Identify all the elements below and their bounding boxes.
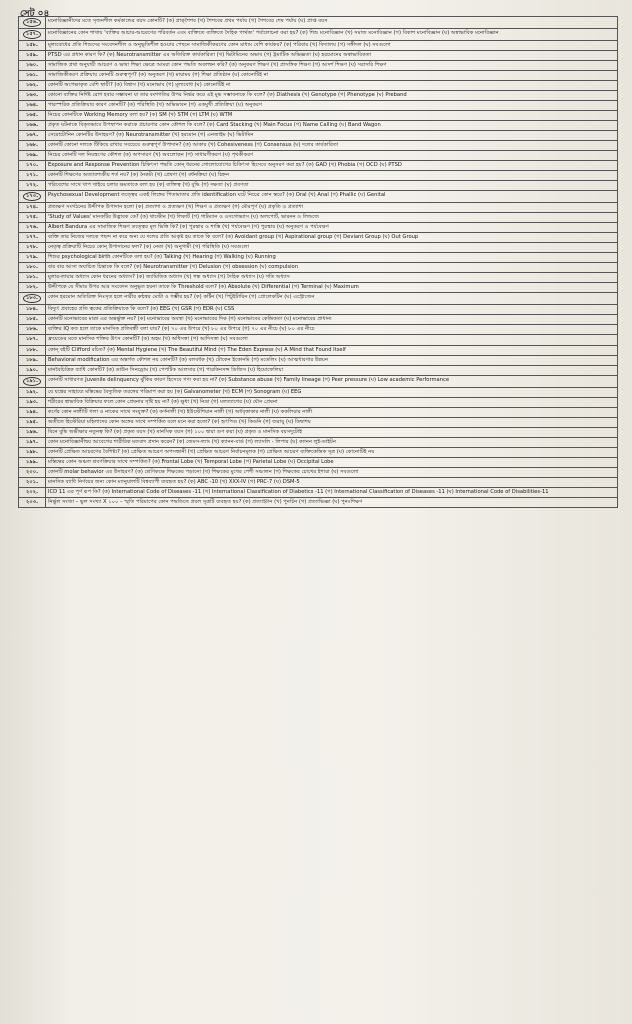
question-row <box>19 437 618 447</box>
question-text: কোনটি কোনো দলকে টিকিয়ে রাখার সবচেয়ে গুরুত্বপূর্ণ উপাদান? (ক) আকার (খ) Cohesiveness (গ) Consensus (ঘ) দলের কার্যকারিতা <box>46 141 618 151</box>
question-number-text: ১৯০. <box>25 366 39 373</box>
question-row <box>19 273 618 283</box>
question-text: মানসিক ব্যাধি নির্ণয়ের জন্য কোন ম্যানুয়ালটি বিশ্বব্যাপী ব্যবহৃত হয়? (ক) ABC -10 (খ) XXX-IV (গ) PRC-7 (ঘ) DSM-5 <box>46 477 618 487</box>
question-number-text: ১৯২. <box>25 388 39 395</box>
question-text: Exposure and Response Prevention চিকিৎসা পদ্ধতি কোন্ ধরনের গোলোযোগের চিকিৎসা হিসেবে অনুসরণ করা হয়? (ক) GAD (খ) Phobia (গ) OCD (ঘ) PTSD <box>46 161 618 171</box>
question-number <box>19 171 46 181</box>
question-row <box>19 497 618 507</box>
question-number <box>19 29 46 41</box>
circled-number-mark: ১৫৬. <box>23 18 41 27</box>
circled-number-mark: ১৯১. <box>23 377 41 386</box>
question-number <box>19 141 46 151</box>
question-number <box>19 61 46 71</box>
question-number-text: ১৮৮. <box>25 346 39 353</box>
question-number-text: ১৭৫. <box>25 214 39 221</box>
question-number <box>19 121 46 131</box>
question-row <box>19 121 618 131</box>
question-number <box>19 387 46 397</box>
question-number <box>19 325 46 335</box>
question-number <box>19 293 46 305</box>
question-row <box>19 417 618 427</box>
question-text: নেতৃত্ব প্রক্রিয়াটি নিচের কোন্ উপাদানের ফল? (ক) নেতা (খ) অনুগামী (গ) পরিস্থিতি (ঘ) সবগুলো <box>46 243 618 253</box>
question-text: Psychosexual Development তত্ত্বের একই লিঙ্গের পিতামাতার প্রতি identification ঘটে নিচের কোন স্তরে? (ক) Oral (খ) Anal (গ) Phallic (ঘ) Genital <box>46 191 618 203</box>
question-row <box>19 29 618 41</box>
question-text: 'Study of Values' মানকটির উদ্ভাবক কে? (ক) থার্স্টোন (খ) লিকার্ট (গ) গাটম্যান ও ওসগোভ্যাস (ঘ) অলপোর্ট, ভারনন ও লিন্ডজে <box>46 213 618 223</box>
question-number-text: ১৯৬. <box>25 428 39 435</box>
question-number-text: ১৬৫. <box>25 112 39 119</box>
question-number-text: ১৬২. <box>25 82 39 89</box>
question-row <box>19 375 618 387</box>
question-number <box>19 91 46 101</box>
question-number <box>19 81 46 91</box>
question-table <box>18 16 618 508</box>
question-row <box>19 263 618 273</box>
question-row <box>19 111 618 121</box>
question-text: কোন মনোবিজ্ঞানীদ্বয় আবেগের শারীরিক মতবাদ প্রদান করেন? (ক) জেমস-ল্যাং (খ) ক্যানন-বার্ড (গ) ল্যাসলি - লিপার (ঘ) ক্যানন লুই-ডাইটন <box>46 437 618 447</box>
question-row <box>19 233 618 243</box>
question-number-text: ১৮৫. <box>25 316 39 323</box>
question-number <box>19 487 46 497</box>
question-row <box>19 293 618 305</box>
question-text: কোন হরমোন অতিরিক্ত নিঃসৃত হলে নারীর কন্ঠস্বর মোটা ও গম্ভীর হয়? (ক) কর্টিন (খ) পিটুইটারিন (গ) প্রোলেকটিন (ঘ) এস্ট্রোজেন <box>46 293 618 305</box>
question-number <box>19 467 46 477</box>
circled-number-mark: ১৭৩. <box>23 192 41 201</box>
question-text: ব্যক্তি তার নিজের দলকে পছন্দ না করে অন্য যে দলের প্রতি আকৃষ্ট হয় তাকে কি বলে? (ক) Avoidant group (খ) Aspirational group (গ) Deviant Group (ঘ) Out Group <box>46 233 618 243</box>
question-number-text: ১৮০. <box>25 264 39 271</box>
question-number-text: ২০১. <box>25 478 39 485</box>
question-number-text: ১৮৪. <box>25 306 39 313</box>
question-text: মুলার-লায়ার অধ্যাস কোন ধরনের অধ্যাস? (ক) জ্যামিতিক অধ্যাস (খ) গন্ধ অধ্যাস (গ) দৈহিক অধ্যাস (ঘ) গতি অধ্যাস <box>46 273 618 283</box>
question-text: কোনটি অপেক্ষাকৃত বেশি স্থায়ী? (ক) বিশ্বাস (খ) মনোভাব (গ) মূল্যবোধ (ঘ) কোনোটিই না <box>46 81 618 91</box>
question-row <box>19 131 618 141</box>
question-text: ব্যক্তির IQ কত হলে তাকে মানসিক প্রতিবন্ধী বলা যায়? (ক) ৭০ এর উপরে (খ) ৮০ এর উপরে (গ) ৭০ এর নীচে (ঘ) ৮০ এর নীচে <box>46 325 618 335</box>
question-text: পারস্পরিক প্রতিক্রিয়ার কারণ কোনটি? (ক) পরিস্থিতি (খ) অভিভাবন (গ) একমুখী প্রতিক্রিয়া (ঘ) অনুকরণ <box>46 101 618 111</box>
question-number-text: ১৬৪. <box>25 102 39 109</box>
question-row <box>19 427 618 437</box>
question-number-text: ১৯৮. <box>25 448 39 455</box>
question-number <box>19 437 46 447</box>
question-row <box>19 335 618 345</box>
question-text: পরিবেশের সাথে খাপ খাইয়ে চলার ক্ষমতাকে বলা হয় (ক) ব্যক্তিত্ব (খ) বুদ্ধি (গ) দক্ষতা (ঘ) প্রবণতা <box>46 181 618 191</box>
question-number-text: ১৮৬. <box>25 326 39 333</box>
question-number-text: ১৬৩. <box>25 92 39 99</box>
question-number <box>19 243 46 253</box>
question-row <box>19 203 618 213</box>
question-row <box>19 91 618 101</box>
question-number <box>19 223 46 233</box>
question-row <box>19 223 618 233</box>
question-text: শিশুর psychological birth কোনটিকে বলা হয়? (ক) Talking (খ) Hearing (গ) Walking (ঘ) Running <box>46 253 618 263</box>
question-row <box>19 151 618 161</box>
question-number <box>19 111 46 121</box>
question-text: প্রকৃত ঘটনাকে বিকৃতভাবে উপস্থাপন করাকে প্রচারণার কোন কৌশল কি বলে? (ক) Card Stacking (খ) Main Focus (গ) Name Calling (ঘ) Band Wagon <box>46 121 618 131</box>
question-number <box>19 427 46 437</box>
question-number <box>19 131 46 141</box>
question-number-text: ১৯৭. <box>25 438 39 445</box>
question-row <box>19 365 618 375</box>
question-number-text: ১৭৭. <box>25 234 39 241</box>
question-row <box>19 243 618 253</box>
question-row <box>19 17 618 29</box>
question-text: যে যন্ত্রের সাহায্যে মস্তিষ্কের বৈদ্যুতিক তরঙ্গের পরিমাপ করা হয় (ক) Galvanometer (খ) ECM (গ) Sonogram (ঘ) EEG <box>46 387 618 397</box>
question-number <box>19 101 46 111</box>
question-number <box>19 233 46 243</box>
question-row <box>19 213 618 223</box>
question-number <box>19 315 46 325</box>
question-number <box>19 253 46 263</box>
circled-number-mark: ১৮৩. <box>23 294 41 303</box>
question-row <box>19 141 618 151</box>
question-row <box>19 81 618 91</box>
question-number-text: ১৬৭. <box>25 132 39 139</box>
question-number <box>19 41 46 51</box>
question-text: কোনটি শিক্ষণের অত্যাবশ্যকীয় শর্ত নয়? (ক) নৈকট্য (খ) প্রেষণা (গ) বর্ধনক্রিয়া (ঘ) চিহ্নন <box>46 171 618 181</box>
question-row <box>19 477 618 487</box>
question-number <box>19 181 46 191</box>
question-number <box>19 375 46 387</box>
question-text: ICD 11 এর পূর্ণ রূপ কি? (ক) International Code of Diseases -11 (খ) International Classification of Diabetics -11 (গ) International Classification of Diseases -11 (ঘ) International Code of Disabilities-11 <box>46 487 618 497</box>
question-number-text: ১৭১. <box>25 172 39 179</box>
question-number <box>19 161 46 171</box>
question-number <box>19 365 46 375</box>
question-text: বার বার আসা অযাচিত চিন্তাকে কি বলে? (ক) Neurotransmitter (খ) Delusion (গ) obsession (ঘ) compulsion <box>46 263 618 273</box>
question-number <box>19 447 46 457</box>
question-number-text: ১৯৩. <box>25 398 39 405</box>
question-row <box>19 315 618 325</box>
question-row <box>19 253 618 263</box>
question-text: ফ্রয়েডের মতে মানসিক শক্তির উৎস কোনটি? (ক) অহম (খ) অধিসত্তা (গ) আদিসত্তা (ঘ) সবগুলো <box>46 335 618 345</box>
question-number-text: ১৬৬. <box>25 122 39 129</box>
question-number-text: ১৭৮. <box>25 244 39 251</box>
question-number <box>19 71 46 81</box>
question-row <box>19 325 618 335</box>
question-text: সেরোটোনিন কোনটির উদাহরণ? (ক) Neurotransmitter (খ) হরমোন (গ) এনজাইম (ঘ) ভিটামিন <box>46 131 618 141</box>
question-number <box>19 17 46 29</box>
question-text: কোনো ব্যক্তির নির্দিষ্ট রোগ হবার সম্ভাবনা যা তার বংশগতির উপর নির্ভর করে এই মুদ্ধ সম্ভাবনাকে কি বলে? (ক) Diathesis (খ) Genotype (গ) Phenotype (ঘ) Preband <box>46 91 618 101</box>
question-text: শরীরের স্বাভাবিক বিক্রিয়ার ফলে কোন প্রেষনার সৃষ্টি হয় না? (ক) ক্ষুধা (খ) নিদ্রা (গ) মলত্যাগের (ঘ) যৌন প্রেষনা <box>46 397 618 407</box>
question-number-text: ১৬৮. <box>25 142 39 149</box>
question-number <box>19 417 46 427</box>
question-number <box>19 273 46 283</box>
question-number-text: ১৭৬. <box>25 224 39 231</box>
question-text: উদ্দীপকে যে সীমার উপর আর সংবেদন অনুভূত হয়না তাকে কি Threshold বলে? (ক) Absolute (খ) Differential (গ) Terminal (ঘ) Maximum <box>46 283 618 293</box>
question-text: নির্ভুল সংখ্যা – ভুল সংখ্যা X ১০০ – স্মৃতি পরিমাপের কোন পদ্ধতিতে প্রবল সূত্রটি ব্যবহৃত হয়? (ক) প্রত্যাহ্বান (খ) পুনর্চিন (গ) প্রত্যাভিজ্ঞা (ঘ) পুনঃশিক্ষণ <box>46 497 618 507</box>
question-number-text: ২০৩. <box>25 498 39 505</box>
question-number <box>19 355 46 365</box>
question-row <box>19 407 618 417</box>
question-row <box>19 487 618 497</box>
question-row <box>19 397 618 407</box>
question-text: কোনটি সাধারণত Juvenile delinquency ঝুঁকির কারণ হিসেবে গণ্য করা হয় না? (ক) Substance abuse (খ) Family lineage (গ) Peer pressure (ঘ) Low academic Performance <box>46 375 618 387</box>
circled-number-mark: ১৫৭. <box>23 30 41 39</box>
question-number <box>19 151 46 161</box>
question-text: বিনে বুদ্ধি অভীক্ষার নতুনত্ব কি? (ক) প্রকৃত বয়স (খ) মানসিক বয়স (গ) ১০০ দ্বারা গুণ করা (ঘ) প্রকৃত ও মানসিক বয়সদুটোই <box>46 427 618 437</box>
question-row <box>19 41 618 51</box>
question-number <box>19 477 46 487</box>
question-number <box>19 335 46 345</box>
question-row <box>19 101 618 111</box>
question-row <box>19 457 618 467</box>
question-row <box>19 387 618 397</box>
question-text: মস্তিষ্কের কোন অঞ্চল শ্রবণক্রিয়ার সাথে সম্পর্কিত? (ক) Frontal Lobe (খ) Temporal Lobe (গ) Parietal Lobe (ঘ) Occipital Lobe <box>46 457 618 467</box>
question-text: PTSD এর প্রধান কারণ কি? (ক) Neurotransmitter এর অতিরিক্ত কার্যকারিতা (খ) ভিটামিনের অভাব (গ) ট্রমাটিক অভিজ্ঞতা (ঘ) হরমোনের অস্বাভাবিকতা <box>46 51 618 61</box>
question-number <box>19 407 46 417</box>
question-text: Albert Bandura এর সামাজিক শিক্ষণ তত্ত্বের মূল ভিত্তি কি? (ক) পুরস্কার ও শাস্তি (খ) পর্যবেক্ষণ (গ) পুরস্কার (ঘ) অনুকরণ ও পর্যবেক্ষণ <box>46 223 618 233</box>
question-row <box>19 61 618 71</box>
question-number-text: ২০২. <box>25 488 39 495</box>
question-row <box>19 71 618 81</box>
question-row <box>19 181 618 191</box>
question-row <box>19 467 618 477</box>
question-row <box>19 355 618 365</box>
question-number-text: ১৯৯. <box>25 458 39 465</box>
question-text: মনোবিজ্ঞানীদের মতে সৃজনশীল কর্মকান্ডের বয়স কোনটি? (ক) প্রাক্‌শৈশব (খ) শৈশবের প্রথম পর্যায় (গ) শৈশবের শেষ পর্যায় (ঘ) প্রাপ্ত বয়স <box>46 17 618 29</box>
question-number-text: ১৬৯. <box>25 152 39 159</box>
question-number <box>19 203 46 213</box>
question-number-text: ১৭৯. <box>25 254 39 261</box>
question-number <box>19 497 46 507</box>
question-row <box>19 283 618 293</box>
question-row <box>19 191 618 203</box>
question-number-text: ১৫৮. <box>25 42 39 49</box>
question-table-body <box>19 17 618 508</box>
question-text: কোনটি প্রেক্ষিত আচরণের বৈশিষ্ট্য? (ক) প্রেক্ষিত আচরণ অপসন্ধানী (খ) প্রেক্ষিত আচরণ নির্বাচনমূলক (গ) প্রেক্ষিত আচরণ ব্যক্তিকেন্দ্রিক সূত্র (ঘ) কোনোটিই নয় <box>46 447 618 457</box>
question-row <box>19 345 618 355</box>
question-text: বিদ্যুৎ প্রবাহের প্রতি ত্বকের প্রতিক্রিয়াকে কি বলে? (ক) EEG (খ) GSR (গ) EDR (ঘ) CSS <box>46 305 618 315</box>
question-number-text: ২০০. <box>25 468 39 475</box>
question-number <box>19 397 46 407</box>
question-text: মনোবিজ্ঞানের কোন শাখায় 'ব্যক্তির আচার-আচরণের পরিবর্তন এবং ব্যক্তিতে ব্যক্তিতে দৈহিক পার্থক্য' পর্যালোচনা করা হয়? (ক) শিশু মনোবিজ্ঞান (খ) সমাজ মনোবিজ্ঞান (গ) বিকাশ মনোবিজ্ঞান (ঘ) অস্বাভাবিক মনোবিজ্ঞান <box>46 29 618 41</box>
question-number-text: ১৮৯. <box>25 356 39 363</box>
question-text: সামাজিকীকরণ প্রক্রিয়ায় কোনটি গুরুত্বপূর্ণ? (ক) অনুকরণ (খ) মায়াময় (গ) শিক্ষা প্রতিষ্ঠান (ঘ) কোনোটিই না <box>46 71 618 81</box>
question-number <box>19 305 46 315</box>
question-number-text: ১৬০. <box>25 62 39 69</box>
question-row <box>19 305 618 315</box>
question-number-text: ১৮১. <box>25 274 39 281</box>
question-text: কোন্ বইটি Clifford রচিত? (ক) Mental Hygiene (খ) The Beautiful Mind (গ) The Eden Express (ঘ) A Mind that Found Itself <box>46 345 618 355</box>
question-number-text: ১৯৪. <box>25 408 39 415</box>
question-text: অতীতে হিস্টেরিয়া মহিলাদের কোন অঙ্গের সাথে সম্পর্কিত বলে মনে করা হতো? (ক) হৃৎপিণ্ড (খ) কিডনি (গ) জরায়ু (ঘ) ডিম্বাশয় <box>46 417 618 427</box>
question-row <box>19 447 618 457</box>
question-number <box>19 213 46 223</box>
question-number <box>19 283 46 293</box>
question-number <box>19 457 46 467</box>
question-number-text: ১৭৪. <box>25 204 39 211</box>
question-number <box>19 263 46 273</box>
question-text: নিচের কোনটিকে Working Memory বলা হয়? (ক) SM (খ) STM (গ) LTM (ঘ) WTM <box>46 111 618 121</box>
question-number-text: ১৮২. <box>25 284 39 291</box>
question-text: কোনটি molar behavior এর উদাহরণ? (ক) শ্রেণিকক্ষে শিক্ষকের পড়ানো (খ) শিক্ষকের মুখের পেশী সঞ্চালন (গ) শিক্ষকের চোখের ইশারা (ঘ) সবগুলো <box>46 467 618 477</box>
question-number-text: ১৮৭. <box>25 336 39 343</box>
question-text: Behavioral modification এর অন্তর্গত কৌশল নয় কোনটি? (ক) বলবর্ধক (খ) টোকেন ইকোনমি (গ) মডেলিং (ঘ) আত্মধারণার উন্নয়ন <box>46 355 618 365</box>
question-text: কর্ণের কোন নালীটি গলা ও নাকের সাথে সংযুক্ত? (ক) কর্ণনালী (খ) ইউস্টেশিয়ান নালী (গ) অর্ধবৃত্তাকার নালী (ঘ) ককলিয়ার নালী <box>46 407 618 417</box>
question-text: কোনটি মনোভাবের মাত্রা এর অন্তর্ভুক্ত নয়? (ক) মনোভাবের অবস্থা (খ) মনোভাবের দিক (গ) মনোভাবের কেন্দ্রিকতা (ঘ) মনোভাবের প্রাধান্য <box>46 315 618 325</box>
question-number-text: ১৬১. <box>25 72 39 79</box>
question-number-text: ১৭২. <box>25 182 39 189</box>
question-text: মানবৈচিত্রিক ব্যাধি কোনটি? (ক) ডাউন সিনড্রোম (খ) পেপটিক আলসার (গ) পারকিনসন্স ডিজিস (ঘ) হিমোফেলিয়া <box>46 365 618 375</box>
question-number <box>19 345 46 355</box>
question-text: মূল্যবোধের প্রতি শিশুদের সংবেদনশীল ও অনুভূতিশীল হওয়ার পেছনে সামাজিকীকরণের কোন মাধ্যম বেশি কার্যকর? (ক) পরিবার (খ) বিদ্যালয় (গ) সঙ্গীদল (ঘ) সবগুলো <box>46 41 618 51</box>
question-number-text: ১৭০. <box>25 162 39 169</box>
question-number-text: ১৯৫. <box>25 418 39 425</box>
set-label: সেট ০৪ <box>20 9 50 19</box>
question-text: সামাজিক প্রথা অনুযায়ী আচরণ ও ভাষা শিক্ষা ক্ষেত্রে আমরা কোন পদ্ধতি অবলম্বন করি? (ক) অনুকরণ শিক্ষণ (খ) প্রাসঙ্গিক শিক্ষণ (গ) আদর্শ শিক্ষণ (ঘ) সরাসরি শিক্ষণ <box>46 61 618 71</box>
question-row <box>19 51 618 61</box>
question-text: নিচের কোনটি দল নিয়ন্ত্রণের কৌশল (ক) অপসারণ (খ) অবলোকন (গ) সাধারণীকরণ (ঘ) পৃথকীকরণ <box>46 151 618 161</box>
question-number <box>19 51 46 61</box>
question-row <box>19 171 618 181</box>
question-text: প্রত্যক্ষণ সংগঠনের উদ্দীপক উপাদান হলো (ক) প্রত্যাশা ও প্রত্যক্ষণ (খ) শিক্ষণ ও প্রত্যক্ষণ (গ) মৌরপূর্ণ (ঘ) প্রকৃতি ও প্রত্যাশা <box>46 203 618 213</box>
question-number <box>19 191 46 203</box>
question-row <box>19 161 618 171</box>
question-number-text: ১৫৯. <box>25 52 39 59</box>
